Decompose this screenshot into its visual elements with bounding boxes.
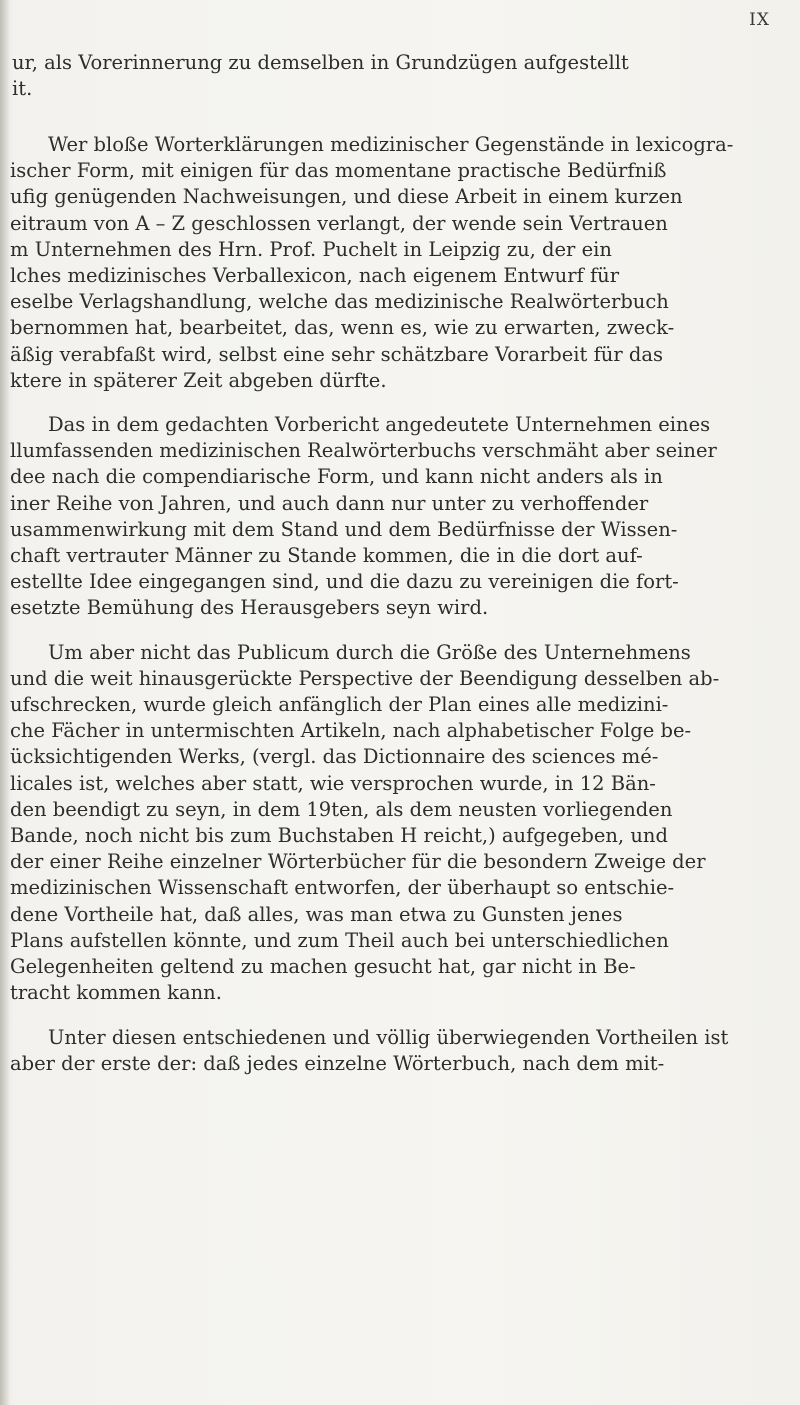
- text-line: medizinischen Wissenschaft entworfen, der überhaupt so entschie-: [10, 876, 675, 900]
- text-line: ischer Form, mit einigen für das momentane practische Bedürfniß: [10, 159, 667, 183]
- text-line: dene Vortheile hat, daß alles, was man etwa zu Gunsten jenes: [10, 902, 623, 926]
- text-line: der einer Reihe einzelner Wörterbücher für die besondern Zweige der: [10, 850, 706, 874]
- text-line: che Fächer in untermischten Artikeln, nach alphabetischer Folge be-: [10, 719, 692, 743]
- text-line: Das in dem gedachten Vorbericht angedeutete Unternehmen eines: [48, 413, 711, 437]
- text-line: Bande, noch nicht bis zum Buchstaben H reicht,) aufgegeben, und: [10, 824, 668, 848]
- text-line: ur, als Vorerinnerung zu demselben in Grundzügen aufgestellt: [12, 51, 629, 74]
- page-number: IX: [749, 10, 770, 30]
- paragraph-1: [10, 132, 786, 394]
- text-line: dee nach die compendiarische Form, und kann nicht anders als in: [10, 465, 663, 489]
- text-line: tracht kommen kann.: [10, 981, 222, 1005]
- text-line: iner Reihe von Jahren, und auch dann nur unter zu verhoffender: [10, 491, 649, 515]
- text-line: Plans aufstellen könnte, und zum Theil auch bei unterschiedlichen: [10, 928, 669, 952]
- text-line: m Unternehmen des Hrn. Prof. Puchelt in Leipzig zu, der ein: [10, 237, 612, 261]
- paragraph-2: [10, 412, 786, 622]
- text-line: ufig genügenden Nachweisungen, und diese Arbeit in einem kurzen: [10, 185, 683, 209]
- text-line: und die weit hinausgerückte Perspective der Beendigung desselben ab-: [10, 666, 720, 690]
- text-line: Wer bloße Worterklärungen medizinischer Gegenstände in lexicogra-: [48, 133, 734, 156]
- text-line: licales ist, welches aber statt, wie versprochen wurde, in 12 Bän-: [10, 771, 656, 795]
- paragraph-3: [10, 640, 786, 1007]
- text-line: it.: [12, 77, 33, 101]
- text-line: esetzte Bemühung des Herausgebers seyn wird.: [10, 596, 489, 620]
- text-line: Unter diesen entschiedenen und völlig überwiegenden Vortheilen ist: [48, 1025, 729, 1049]
- text-line: eitraum von A – Z geschlossen verlangt, der wende sein Vertrauen: [10, 211, 668, 235]
- text-line: ufschrecken, wurde gleich anfänglich der Plan eines alle medizini-: [10, 693, 669, 717]
- text-line: den beendigt zu seyn, in dem 19ten, als dem neusten vorliegenden: [10, 797, 673, 821]
- text-line: aber der erste der: daß jedes einzelne Wörterbuch, nach dem mit-: [10, 1051, 665, 1075]
- text-line: estellte Idee eingegangen sind, und die dazu zu vereinigen die fort-: [10, 570, 679, 594]
- text-line: chaft vertrauter Männer zu Stande kommen, die in die dort auf-: [10, 544, 643, 568]
- text-line: eselbe Verlagshandlung, welche das medizinische Realwörterbuch: [10, 290, 669, 314]
- text-line: äßig verabfaßt wird, selbst eine sehr schätzbare Vorarbeit für das: [10, 342, 663, 366]
- text-line: llumfassenden medizinischen Realwörterbuchs verschmäht aber seiner: [10, 439, 717, 463]
- text-line: bernommen hat, bearbeitet, das, wenn es, wie zu erwarten, zweck-: [10, 316, 675, 340]
- text-line: ktere in späterer Zeit abgeben dürfte.: [10, 368, 387, 392]
- text-line: lches medizinisches Verballexicon, nach eigenem Entwurf für: [10, 264, 620, 288]
- text-line: Um aber nicht das Publicum durch die Größe des Unternehmens: [48, 640, 691, 664]
- body-text: [10, 100, 786, 1095]
- binding-gutter: [0, 0, 10, 1405]
- text-line: Gelegenheiten geltend zu machen gesucht hat, gar nicht in Be-: [10, 955, 636, 979]
- paragraph-4: [10, 1025, 786, 1077]
- text-line: ücksichtigenden Werks, (vergl. das Dictionnaire des sciences mé-: [10, 745, 659, 769]
- continued-text-top: [12, 50, 782, 102]
- text-line: usammenwirkung mit dem Stand und dem Bedürfnisse der Wissen-: [10, 517, 678, 541]
